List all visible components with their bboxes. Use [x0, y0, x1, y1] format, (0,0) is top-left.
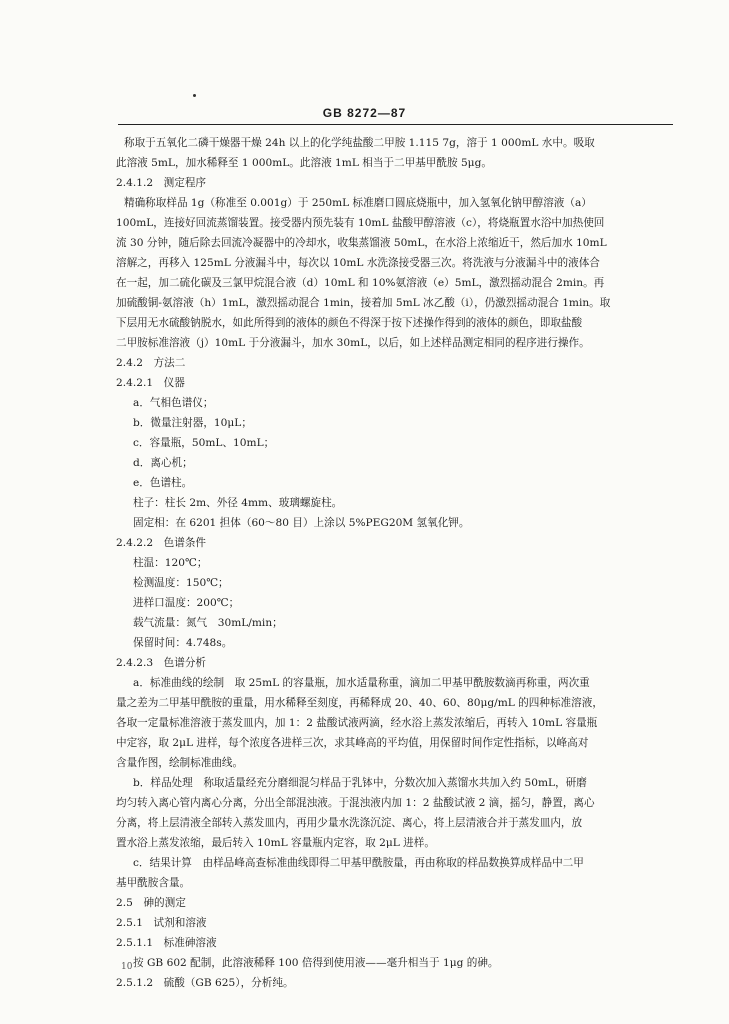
list-item: c．容量瓶，50mL、10mL；: [133, 437, 275, 449]
text-line: 溶解之，再移入 125mL 分液漏斗中，每次以 10mL 水洗涤接受器三次。将洗液与分液漏斗中的液体合: [116, 257, 600, 269]
text-line: b．样品处理 称取适量经充分磨细混匀样品于乳钵中，分数次加入蒸馏水共加入约 50mL，研磨: [133, 777, 587, 789]
text-line: 加硫酸铜-氨溶液（h）1mL，激烈摇动混合 1min，接着加 5mL 冰乙酸（i），仍激烈摇动混合 1min。取: [116, 297, 611, 309]
list-item: e．色谱柱。: [133, 477, 193, 489]
section-heading: 2.4.2 方法二: [116, 357, 186, 369]
text-line: 柱温：120℃；: [133, 557, 208, 569]
text-line: 精确称取样品 1g（称准至 0.001g）于 250mL 标准磨口圆底烧瓶中，加入氢氧化钠甲醇溶液（a）: [124, 197, 592, 209]
text-line: 流 30 分钟，随后除去回流冷凝器中的冷却水，收集蒸馏液 50mL，在水浴上浓缩近干，然后加水 10mL: [116, 237, 607, 249]
speck-mark: [193, 94, 196, 97]
text-line: 固定相：在 6201 担体（60～80 目）上涂以 5%PEG20M 氢氧化钾。: [133, 517, 470, 529]
section-heading: 2.4.1.2 测定程序: [116, 177, 207, 189]
text-line: 含量作图，绘制标准曲线。: [116, 757, 244, 769]
header-rule: [118, 124, 673, 125]
text-line: a．标准曲线的绘制 取 25mL 的容量瓶，加水适量称重，滴加二甲基甲酰胺数滴再称重，两次重: [133, 677, 590, 689]
text-line: 置水浴上蒸发浓缩，最后转入 10mL 容量瓶内定容，取 2μL 进样。: [116, 837, 435, 849]
section-heading: 2.5 砷的测定: [116, 897, 186, 909]
text-line: 柱子：柱长 2m、外径 4mm、玻璃螺旋柱。: [133, 497, 343, 509]
list-item: a．气相色谱仪；: [133, 397, 214, 409]
text-line: 此溶液 5mL，加水稀释至 1 000mL。此溶液 1mL 相当于二甲基甲酰胺 5μg。: [116, 157, 492, 169]
section-heading: 2.5.1 试剂和溶液: [116, 917, 207, 929]
text-line: 量之差为二甲基甲酰胺的重量，用水稀释至刻度，再稀释成 20、40、60、80μg/mL 的四种标准溶液，: [116, 697, 603, 709]
text-line: 基甲酰胺含量。: [116, 877, 191, 889]
section-heading: 2.4.2.2 色谱条件: [116, 537, 207, 549]
section-heading: 2.5.1.2 硫酸（GB 625），分析纯。: [116, 977, 294, 989]
text-line: 在一起，加二硫化碳及三氯甲烷混合液（d）10mL 和 10%氨溶液（e）5mL，激烈摇动混合 2min。再: [116, 277, 605, 289]
text-line: 下层用无水硫酸钠脱水，如此所得到的液体的颜色不得深于按下述操作得到的液体的颜色，即取盐酸: [116, 317, 583, 329]
list-item: d．离心机；: [133, 457, 193, 469]
section-heading: 2.4.2.3 色谱分析: [116, 657, 207, 669]
text-line: 分离，将上层清液全部转入蒸发皿内，再用少量水洗涤沉淀、离心，将上层清液合并于蒸发皿内，放: [116, 817, 583, 829]
text-line: 100mL，连接好回流蒸馏装置。接受器内预先装有 10mL 盐酸甲醇溶液（c），将烧瓶置水浴中加热使回: [116, 217, 605, 229]
text-line: 载气流量：氮气 30mL/min；: [133, 617, 283, 629]
text-line: 保留时间：4.748s。: [133, 637, 233, 649]
text-line: 检测温度：150℃；: [133, 577, 229, 589]
section-heading: 2.4.2.1 仪器: [116, 377, 185, 389]
text-line: 中定容，取 2μL 进样，每个浓度各进样三次，求其峰高的平均值，用保留时间作定性指标，以峰高对: [116, 737, 589, 749]
section-heading: 2.5.1.1 标准砷溶液: [116, 937, 217, 949]
list-item: b．微量注射器，10μL；: [133, 417, 252, 429]
text-line: 均匀转入离心管内离心分离，分出全部混浊液。于混浊液内加 1：2 盐酸试液 2 滴，摇匀，静置，离心: [116, 797, 595, 809]
page-number: 10: [121, 962, 133, 972]
text-line: 二甲胺标准溶液（j）10mL 于分液漏斗，加水 30mL，以后，如上述样品测定相同的程序进行操作。: [116, 337, 590, 349]
text-line: c．结果计算 由样品峰高查标准曲线即得二甲基甲酰胺量，再由称取的样品数换算成样品中二甲: [133, 857, 584, 869]
text-line: 进样口温度：200℃；: [133, 597, 240, 609]
text-line: 各取一定量标准溶液于蒸发皿内，加 1：2 盐酸试液两滴，经水浴上蒸发浓缩后，再转入 10mL 容量瓶: [116, 717, 598, 729]
text-line: 称取于五氧化二磷干燥器干燥 24h 以上的化学纯盐酸二甲胺 1.115 7g，溶于 1 000mL 水中。吸取: [124, 137, 595, 149]
text-line: 按 GB 602 配制，此溶液稀释 100 倍得到使用液——毫升相当于 1μg 的砷。: [133, 957, 499, 969]
standard-number-header: GB 8272—87: [322, 106, 407, 120]
